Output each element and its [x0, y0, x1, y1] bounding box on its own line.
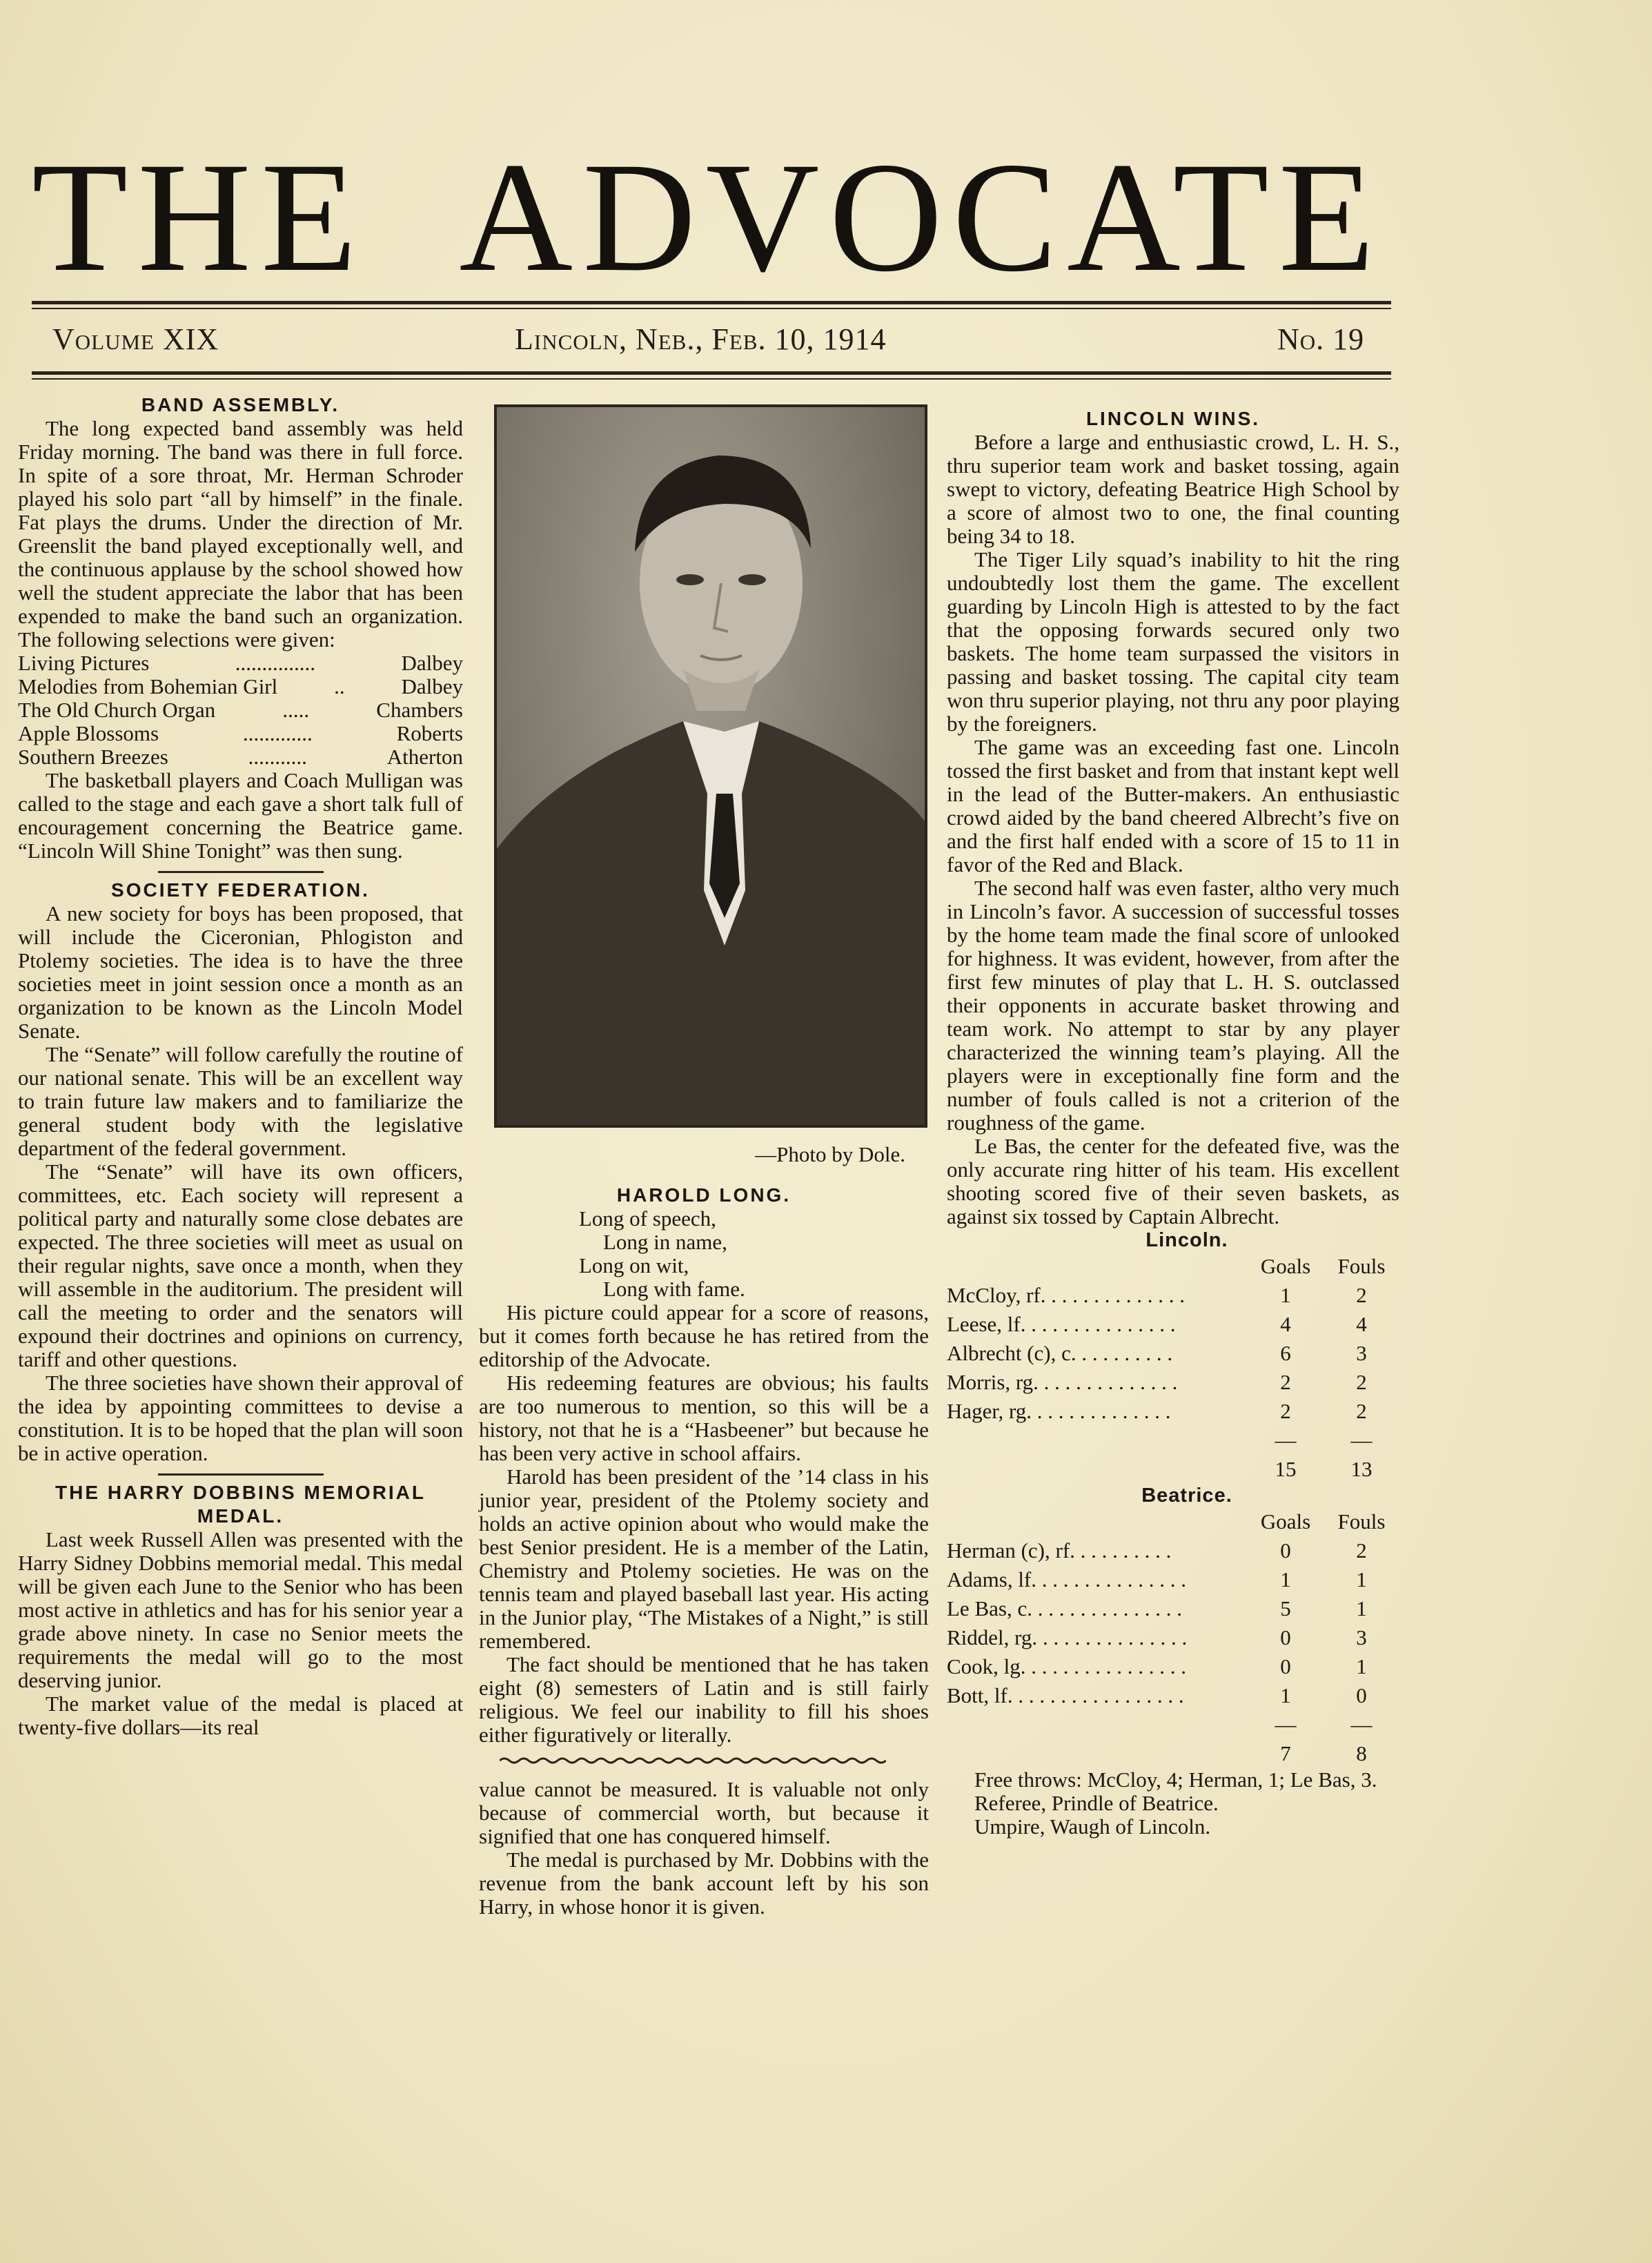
lincoln-paragraph-5: Le Bas, the center for the defeated five, was the only accurate ring hitter of his team. His excellent shooting scored five of their seven baskets, as against six tossed by Captain Albrecht.: [947, 1134, 1399, 1228]
selection-row: Living Pictures ............... Dalbey: [18, 651, 463, 675]
column-left: [18, 393, 463, 1739]
table-row: Bott, lf. . . . . . . . . . . . . . . . . 1 0: [947, 1683, 1367, 1707]
selection-row: Apple Blossoms ............. Roberts: [18, 721, 463, 745]
band-selections: [18, 652, 463, 769]
lincoln-heading: LINCOLN WINS.: [1085, 408, 1261, 429]
harold-heading: HAROLD LONG.: [616, 1184, 791, 1206]
photo-credit: —Photo by Dole.: [755, 1142, 905, 1166]
free-throws-line: Free throws: McCloy, 4; Herman, 1; Le Bas, 3.: [974, 1767, 1377, 1792]
dateline-rule-thin: [32, 378, 1391, 380]
column-center: [479, 1184, 929, 1919]
selection-row: Melodies from Bohemian Girl .. Dalbey: [18, 674, 463, 698]
lincoln-paragraph-3: The game was an exceeding fast one. Lincoln tossed the first basket and from that instant kept well in the lead of the Butter-makers. An enthusiastic crowd aided by the band cheered Albrecht’s five on and the first half ended with a score of 15 to 11 in favor of the Red and Black.: [947, 735, 1399, 876]
table-row: Cook, lg. . . . . . . . . . . . . . . . 0 1: [947, 1654, 1367, 1678]
table-row: Morris, rg. . . . . . . . . . . . . . 2 2: [947, 1370, 1367, 1394]
table-row: Adams, lf. . . . . . . . . . . . . . . 1 1: [947, 1567, 1367, 1591]
medal-heading: THE HARRY DOBBINS MEMORIAL MEDAL.: [55, 1482, 426, 1527]
medal-paragraph-3: The medal is purchased by Mr. Dobbins with the revenue from the bank account left by his son Harry, in whose honor it is given.: [479, 1848, 929, 1919]
table-rule-row: — —: [1275, 1428, 1373, 1452]
selection-row: The Old Church Organ ..... Chambers: [18, 698, 463, 722]
beatrice-team-heading: Beatrice.: [1141, 1485, 1232, 1507]
portrait-photo: [494, 404, 927, 1128]
issue-number-label: No. 19: [1277, 322, 1365, 356]
medal-continued: value cannot be measured. It is valuable not only because of commercial worth, but because it signified that one has conquered himself.: [479, 1777, 929, 1848]
place-date-label: Lincoln, Neb., Feb. 10, 1914: [515, 322, 887, 356]
society-paragraph-3: The “Senate” will have its own officers, committees, etc. Each society will represent a political party and naturally some close debates are expected. The three societies will meet as usual on their regular nights, save once a month, when they will assemble in the auditorium. The president will call the meeting to order and the senators will expound their doctrines and opinions on currency, tariff and other questions.: [18, 1159, 463, 1371]
society-heading: SOCIETY FEDERATION.: [111, 879, 370, 901]
lincoln-paragraph-4: The second half was even faster, altho very much in Lincoln’s favor. A succession of successful tosses by the home team made the final score of unlooked for highness. It was evident, however, from after the first few minutes of play that L. H. S. outclassed their opponents in accurate basket throwing and team work. No attempt to star by any player characterized the winning team’s playing. All the players were in exceptionally fine form and the number of fouls called is not a criterion of the roughness of the game.: [947, 876, 1399, 1135]
lincoln-paragraph-2: The Tiger Lily squad’s inability to hit the ring undoubtedly lost them the game. The excellent guarding by Lincoln High is attested to by the fact that the opposing forwards secured only two baskets. The home team surpassed the visitors in passing and basket tossing. The capital city team won thru superior playing, not thru any poor playing by the foreigners.: [947, 547, 1399, 736]
harold-paragraph-2: His redeeming features are obvious; his faults are too numerous to mention, so this will be a history, not that he is a “Hasbeener” but because he has been very active in school affairs.: [479, 1371, 929, 1465]
band-paragraph-2: The basketball players and Coach Mulligan was called to the stage and each gave a short talk full of encouragement concerning the Beatrice game. “Lincoln Will Shine Tonight” was then sung.: [18, 768, 463, 863]
band-paragraph-1: The long expected band assembly was held Friday morning. The band was there in full force. In spite of a sore throat, Mr. Herman Schroder played his solo part “all by himself” in the finale. Fat plays the drums. Under the direction of Mr. Greenslit the band played exceptionally well, and the continuous applause by the school showed how well the student appreciate the labor that has been expended to make the band such an organization. The following selections were given:: [18, 416, 463, 652]
masthead-title: [32, 130, 1384, 304]
harold-paragraph-1: His picture could appear for a score of reasons, but it comes forth because he has retired from the editorship of the Advocate.: [479, 1300, 929, 1371]
referee-line: Referee, Prindle of Beatrice.: [974, 1791, 1219, 1815]
table-row: Leese, lf. . . . . . . . . . . . . . . 4 4: [947, 1312, 1367, 1336]
table-header-row: Goals Fouls: [1260, 1509, 1386, 1534]
verse-line: Long with fame.: [603, 1277, 745, 1301]
masthead-word-advocate: ADVOCATE: [459, 130, 1384, 304]
table-row: Herman (c), rf. . . . . . . . . . 0 2: [947, 1538, 1367, 1562]
lincoln-team-heading: Lincoln.: [1145, 1229, 1228, 1251]
section-divider: [158, 871, 324, 873]
table-row: Hager, rg. . . . . . . . . . . . . . 2 2: [947, 1399, 1367, 1423]
verse-line: Long in name,: [603, 1230, 727, 1254]
band-heading: BAND ASSEMBLY.: [141, 394, 340, 415]
lincoln-box-score: [947, 1252, 1399, 1484]
umpire-line: Umpire, Waugh of Lincoln.: [974, 1814, 1211, 1839]
table-total-row: 15 13: [1275, 1457, 1373, 1481]
table-row: Albrecht (c), c. . . . . . . . . . 6 3: [947, 1341, 1367, 1365]
section-divider: [158, 1473, 324, 1476]
masthead-rule-top: [32, 301, 1391, 304]
harold-paragraph-4: The fact should be mentioned that he has taken eight (8) semesters of Latin and is still fairly religious. We feel our inability to fill his shoes either figuratively or literally.: [479, 1652, 929, 1747]
table-header-row: Goals Fouls: [1260, 1254, 1386, 1278]
dateline: [52, 322, 1384, 363]
verse-line: Long on wit,: [579, 1253, 689, 1277]
verse-line: Long of speech,: [579, 1206, 716, 1231]
masthead-rule-top-thin: [32, 308, 1391, 309]
table-total-row: 7 8: [1280, 1741, 1367, 1765]
volume-label: Volume XIX: [52, 322, 219, 356]
dateline-rule: [32, 371, 1391, 375]
table-row: McCloy, rf. . . . . . . . . . . . . . 1 2: [947, 1283, 1367, 1307]
beatrice-box-score: [947, 1507, 1399, 1768]
society-paragraph-4: The three societies have shown their approval of the idea by appointing committees to devise a constitution. It is to be hoped that the plan will soon be in active operation.: [18, 1371, 463, 1465]
society-paragraph-2: The “Senate” will follow carefully the routine of our national senate. This will be an excellent way to train future law makers and to familiarize the general student body with the legislative department of the federal government.: [18, 1042, 463, 1160]
table-row: Riddel, rg. . . . . . . . . . . . . . . 0 3: [947, 1625, 1367, 1649]
medal-paragraph-2: The market value of the medal is placed at twenty-five dollars—its real: [18, 1692, 463, 1739]
table-rule-row: — —: [1275, 1712, 1373, 1736]
wavy-divider: [500, 1756, 886, 1765]
lincoln-paragraph-1: Before a large and enthusiastic crowd, L. H. S., thru superior team work and basket tossing, again swept to victory, defeating Beatrice High School by a score of almost two to one, the final counting being 34 to 18.: [947, 430, 1399, 548]
column-right: [947, 407, 1399, 1839]
portrait-illustration: [497, 407, 925, 1125]
masthead-word-the: THE: [32, 130, 367, 304]
table-row: Le Bas, c. . . . . . . . . . . . . . . 5 1: [947, 1596, 1367, 1620]
medal-paragraph-1: Last week Russell Allen was presented with the Harry Sidney Dobbins memorial medal. This medal will be given each June to the Senior who has been most active in athletics and has for his senior year a grade above ninety. In case no Senior meets the requirements the medal will go to the most deserving junior.: [18, 1527, 463, 1692]
selection-row: Southern Breezes ........... Atherton: [18, 745, 463, 769]
society-paragraph-1: A new society for boys has been proposed, that will include the Ciceronian, Phlogiston and Ptolemy societies. The idea is to have the three societies meet in joint session once a month as an organization to be known as the Lincoln Model Senate.: [18, 901, 463, 1043]
harold-paragraph-3: Harold has been president of the ’14 class in his junior year, president of the Ptolemy society and holds an active opinion about who would make the best Senior president. He is a member of the Latin, Chemistry and Ptolemy societies. He was on the tennis team and played baseball last year. His acting in the Junior play, “The Mistakes of a Night,” is still remembered.: [479, 1464, 929, 1653]
